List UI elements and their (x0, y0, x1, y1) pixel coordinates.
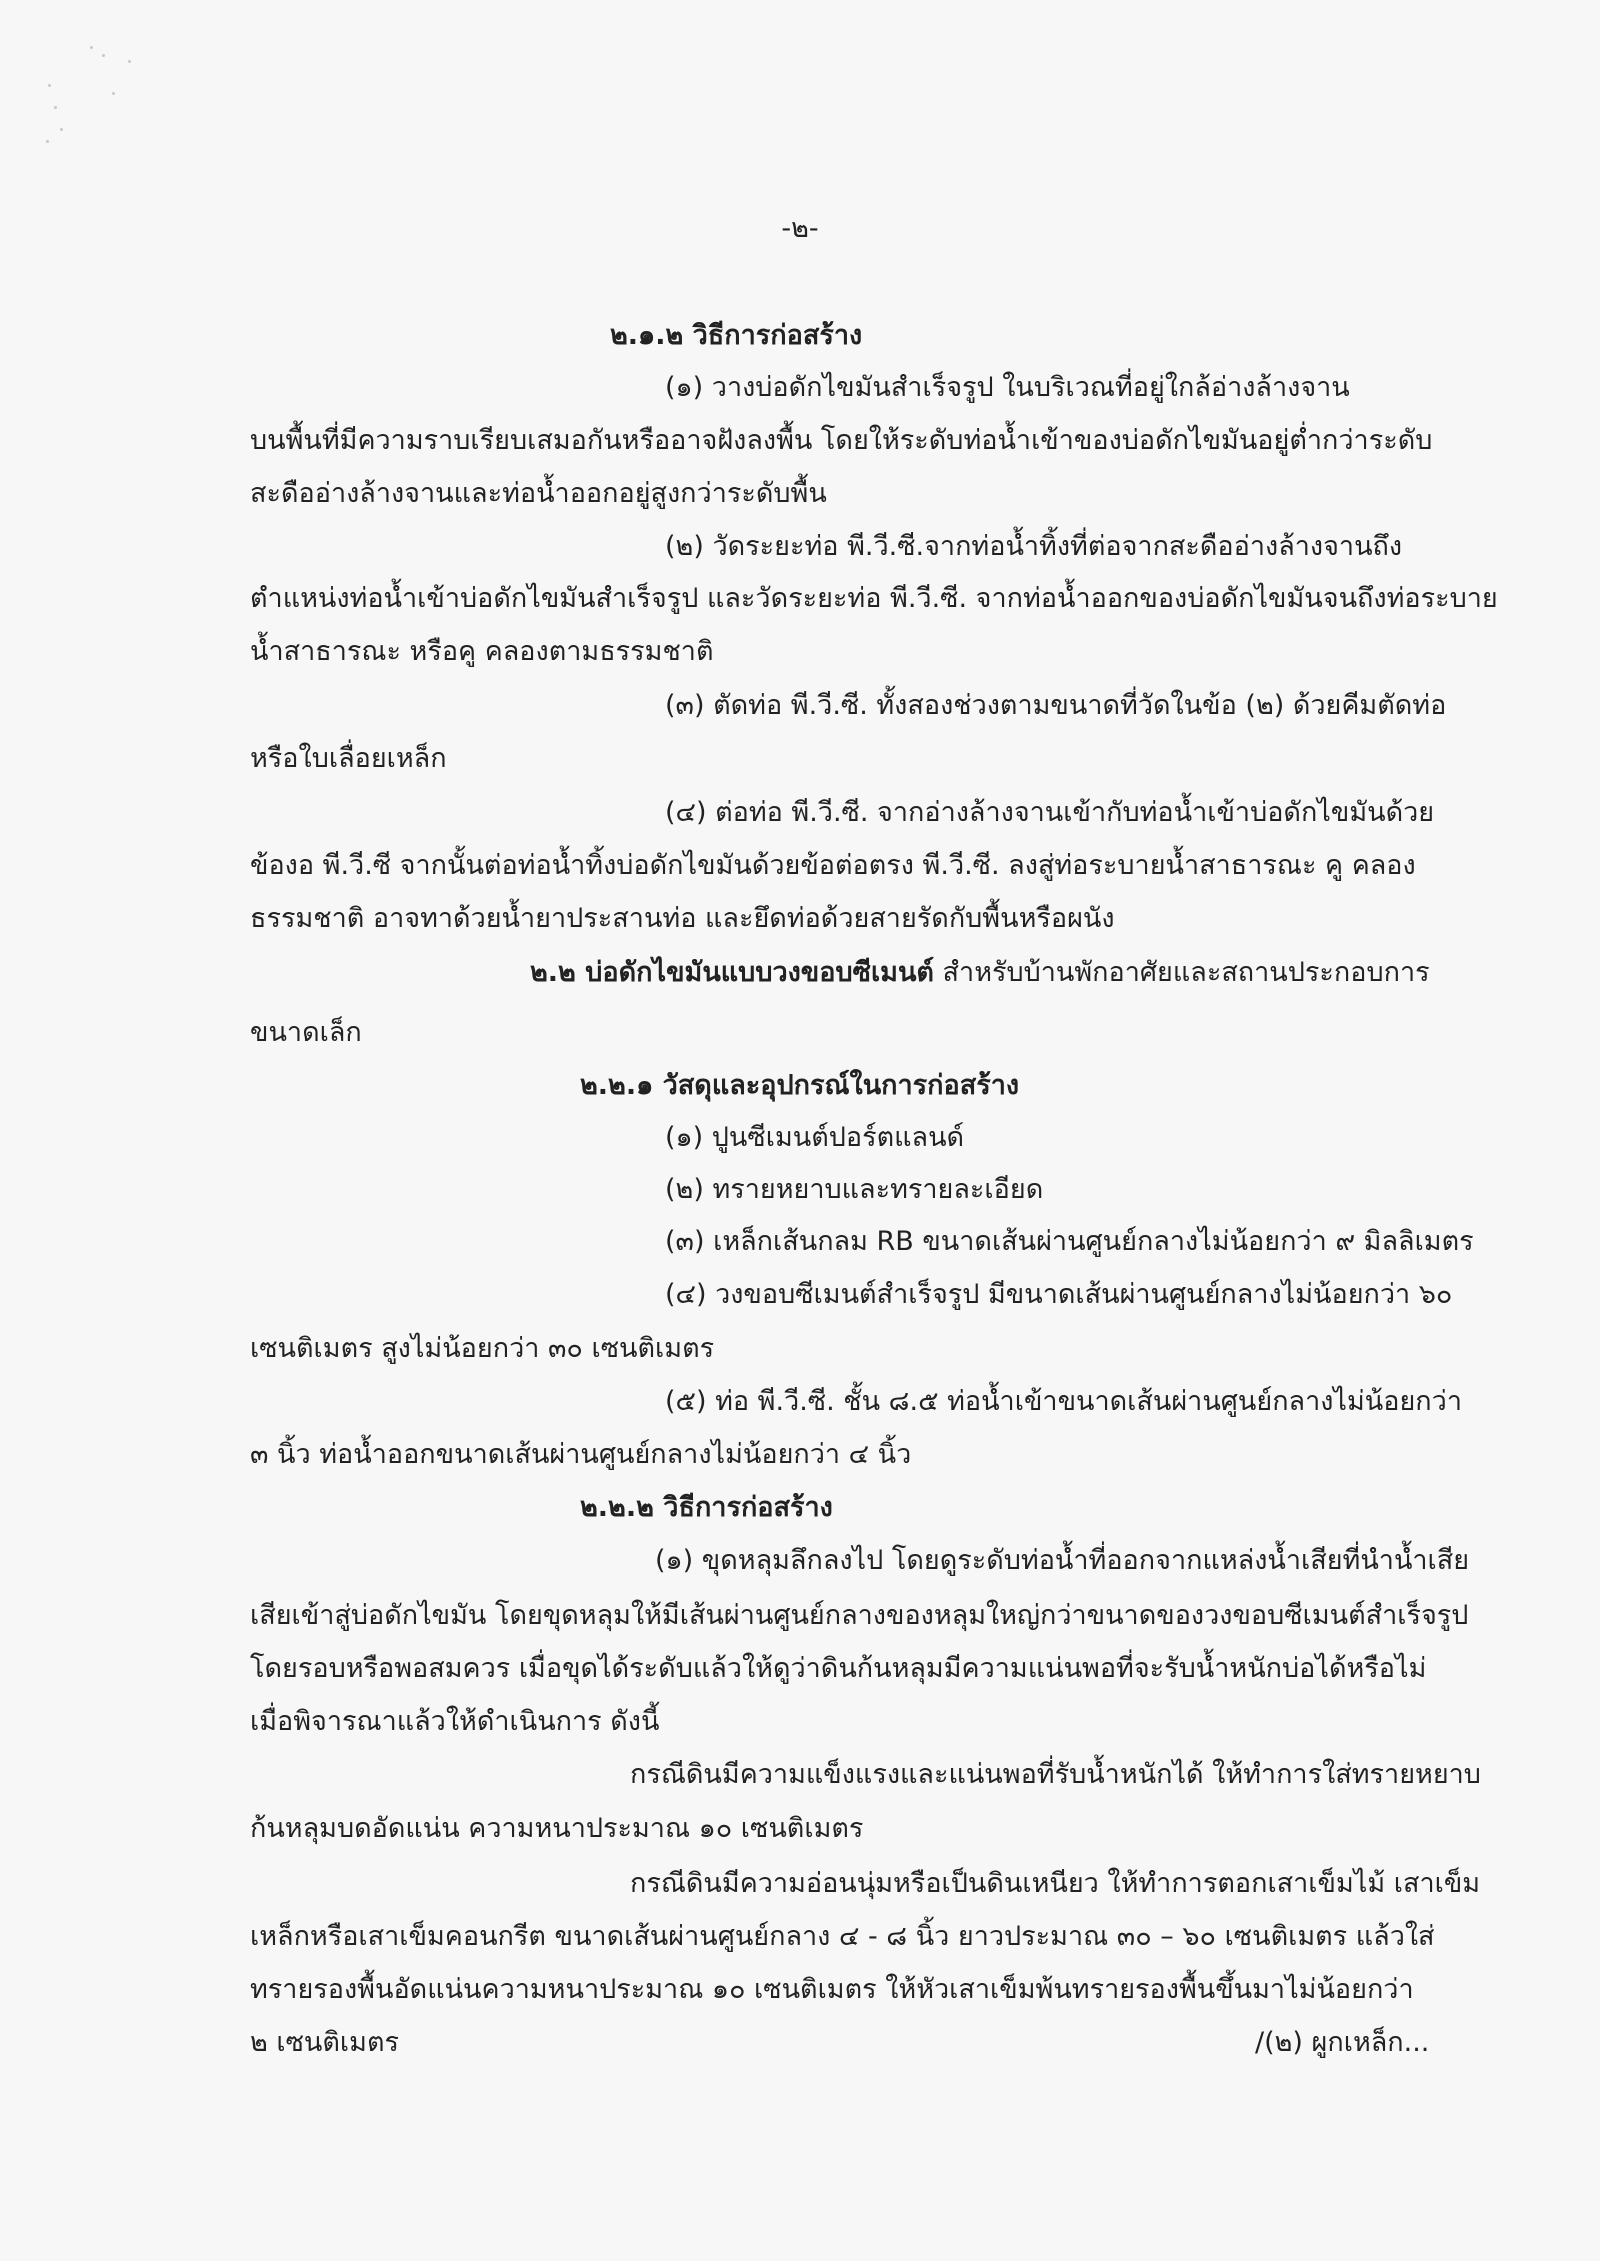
heading-2-2-1: ๒.๒.๑ วัสดุและอุปกรณ์ในการก่อสร้าง (580, 1070, 1020, 1101)
body-line: สะดืออ่างล้างจานและท่อน้ำออกอยู่สูงกว่าระดับพื้น (250, 478, 827, 509)
body-line: (๓) ตัดท่อ พี.วี.ซี. ทั้งสองช่วงตามขนาดที่วัดในข้อ (๒) ด้วยคีมตัดท่อ (665, 690, 1447, 721)
scan-speckles (40, 40, 150, 160)
body-line: ก้นหลุมบดอัดแน่น ความหนาประมาณ ๑๐ เซนติเมตร (250, 1813, 864, 1844)
body-line: ข้องอ พี.วี.ซี จากนั้นต่อท่อน้ำทิ้งบ่อดักไขมันด้วยข้อต่อตรง พี.วี.ซี. ลงสู่ท่อระบายน้ำสาธารณะ คู คลอง (250, 850, 1416, 881)
body-line: (๔) ต่อท่อ พี.วี.ซี. จากอ่างล้างจานเข้ากับท่อน้ำเข้าบ่อดักไขมันด้วย (665, 797, 1435, 828)
body-line: เหล็กหรือเสาเข็มคอนกรีต ขนาดเส้นผ่านศูนย์กลาง ๔ - ๘ นิ้ว ยาวประมาณ ๓๐ – ๖๐ เซนติเมตร แล้วใส่ (250, 1921, 1435, 1952)
list-item: (๕) ท่อ พี.วี.ซี. ชั้น ๘.๕ ท่อน้ำเข้าขนาดเส้นผ่านศูนย์กลางไม่น้อยกว่า (665, 1386, 1462, 1417)
list-item: (๔) วงขอบซีเมนต์สำเร็จรูป มีขนาดเส้นผ่านศูนย์กลางไม่น้อยกว่า ๖๐ (665, 1279, 1453, 1310)
body-line: หรือใบเลื่อยเหล็ก (250, 743, 447, 774)
body-line: (๑) ขุดหลุมลึกลงไป โดยดูระดับท่อน้ำที่ออกจากแหล่งน้ำเสียที่นำน้ำเสีย (655, 1545, 1470, 1576)
body-line: กรณีดินมีความอ่อนนุ่มหรือเป็นดินเหนียว ให้ทำการตอกเสาเข็มไม้ เสาเข็ม (630, 1868, 1481, 1899)
body-line: กรณีดินมีความแข็งแรงและแน่นพอที่รับน้ำหนักได้ ให้ทำการใส่ทรายหยาบ (630, 1759, 1481, 1790)
heading-2-2-2: ๒.๒.๒ วิธีการก่อสร้าง (580, 1492, 833, 1523)
section-2-2-heading: ๒.๒ บ่อดักไขมันแบบวงขอบซีเมนต์ (530, 957, 934, 988)
page-number: -๒- (781, 213, 819, 244)
body-line: โดยรอบหรือพอสมควร เมื่อขุดได้ระดับแล้วให้ดูว่าดินก้นหลุมมีความแน่นพอที่จะรับน้ำหนักบ่อได้หรือไม่ (250, 1653, 1427, 1684)
body-line: เมื่อพิจารณาแล้วให้ดำเนินการ ดังนี้ (250, 1706, 660, 1737)
heading-2-1-2: ๒.๑.๒ วิธีการก่อสร้าง (610, 320, 863, 351)
body-line: ๓ นิ้ว ท่อน้ำออกขนาดเส้นผ่านศูนย์กลางไม่น้อยกว่า ๔ นิ้ว (250, 1439, 912, 1470)
body-line: บนพื้นที่มีความราบเรียบเสมอกันหรืออาจฝังลงพื้น โดยให้ระดับท่อน้ำเข้าของบ่อดักไขมันอยู่ต่ำกว่าระดับ (250, 425, 1433, 456)
body-line: ตำแหน่งท่อน้ำเข้าบ่อดักไขมันสำเร็จรูป และวัดระยะท่อ พี.วี.ซี. จากท่อน้ำออกของบ่อดักไขมันจนถึงท่อระบาย (250, 583, 1498, 614)
body-line: (๒) วัดระยะท่อ พี.วี.ซี.จากท่อน้ำทิ้งที่ต่อจากสะดืออ่างล้างจานถึง (665, 531, 1403, 562)
list-item: (๑) ปูนซีเมนต์ปอร์ตแลนด์ (665, 1122, 965, 1153)
body-line: ๒ เซนติเมตร (250, 2027, 399, 2058)
body-line: (๑) วางบ่อดักไขมันสำเร็จรูป ในบริเวณที่อยู่ใกล้อ่างล้างจาน (665, 372, 1350, 403)
list-item: (๓) เหล็กเส้นกลม RB ขนาดเส้นผ่านศูนย์กลางไม่น้อยกว่า ๙ มิลลิเมตร (665, 1226, 1474, 1257)
body-line: น้ำสาธารณะ หรือคู คลองตามธรรมชาติ (250, 636, 714, 667)
body-line: ขนาดเล็ก (250, 1017, 362, 1048)
body-line: เซนติเมตร สูงไม่น้อยกว่า ๓๐ เซนติเมตร (250, 1333, 715, 1364)
body-line: เสียเข้าสู่บ่อดักไขมัน โดยขุดหลุมให้มีเส้นผ่านศูนย์กลางของหลุมใหญ่กว่าขนาดของวงขอบซีเมนต์สำเร็จรูป (250, 1600, 1469, 1631)
continuation-marker: /(๒) ผูกเหล็ก... (1255, 2027, 1430, 2058)
section-2-2-line: ๒.๒ บ่อดักไขมันแบบวงขอบซีเมนต์ สำหรับบ้านพักอาศัยและสถานประกอบการ (530, 957, 1430, 988)
body-line: ธรรมชาติ อาจทาด้วยน้ำยาประสานท่อ และยึดท่อด้วยสายรัดกับพื้นหรือผนัง (250, 903, 1115, 934)
list-item: (๒) ทรายหยาบและทรายละเอียด (665, 1174, 1044, 1205)
body-line: ทรายรองพื้นอัดแน่นความหนาประมาณ ๑๐ เซนติเมตร ให้หัวเสาเข็มพ้นทรายรองพื้นขึ้นมาไม่น้อยกว่า (250, 1974, 1414, 2005)
